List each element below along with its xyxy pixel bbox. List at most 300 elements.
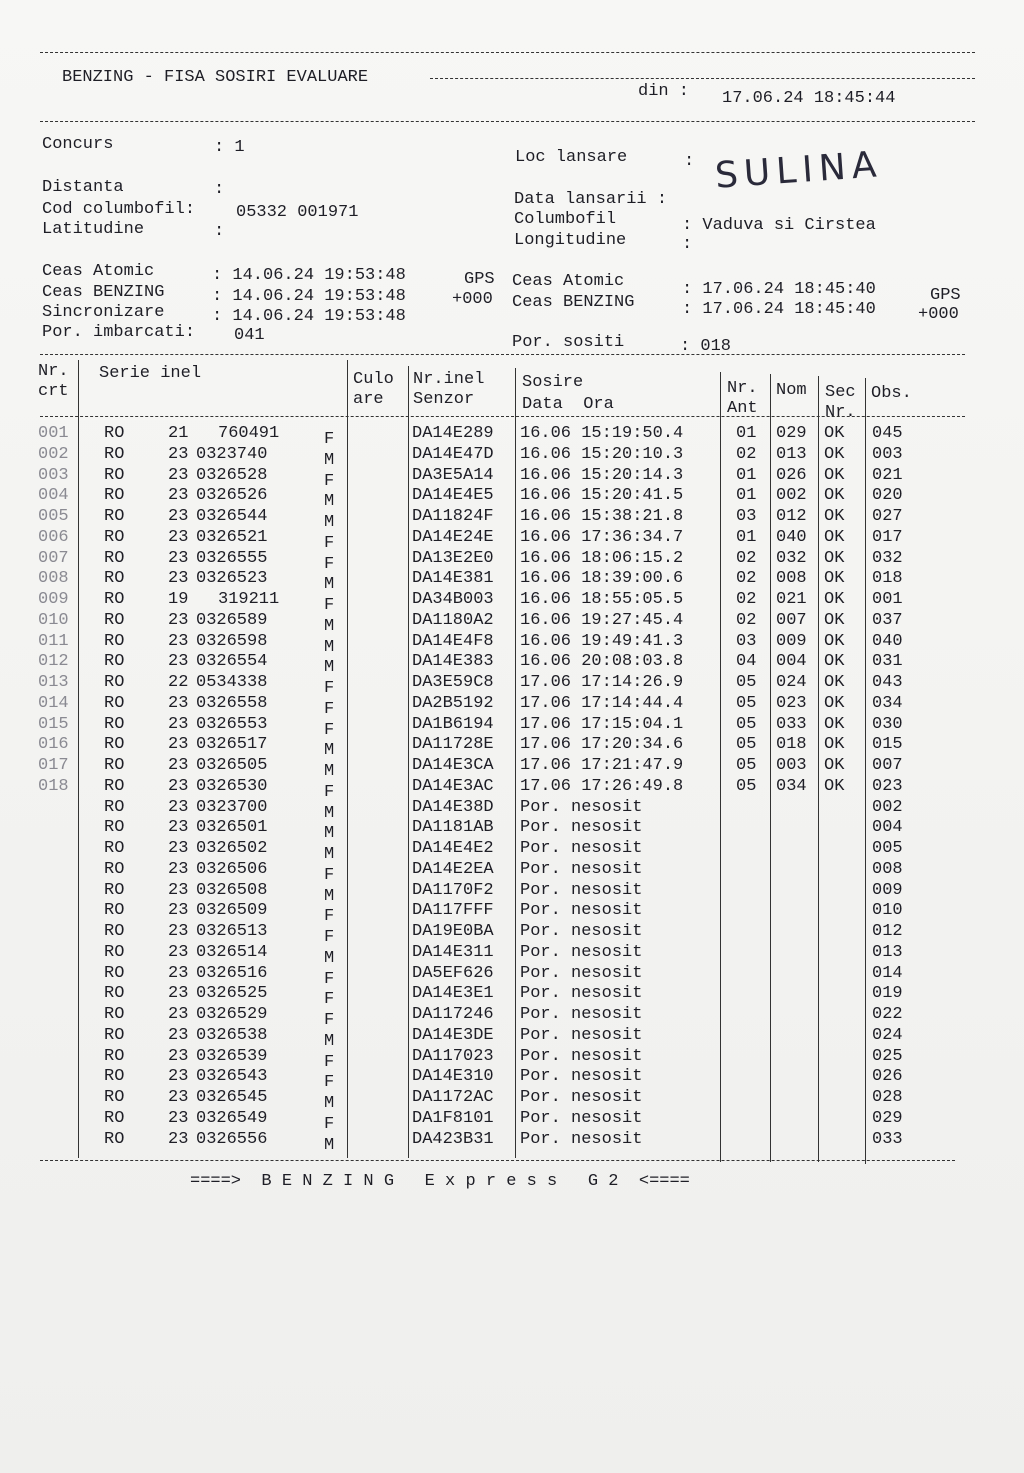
table-row bbox=[0, 839, 1024, 864]
row-obs: 022 bbox=[872, 1005, 903, 1024]
concurs-label: Concurs bbox=[42, 135, 114, 154]
row-sosire: Por. nesosit bbox=[520, 1067, 643, 1087]
col-culoare-label-1: Culo bbox=[353, 370, 394, 389]
row-nr-ant: 05 bbox=[736, 714, 757, 734]
row-an: 23 bbox=[168, 859, 189, 879]
row-inel: 0326549 bbox=[196, 1108, 268, 1128]
row-obs: 029 bbox=[872, 1108, 903, 1128]
row-sex: M bbox=[324, 803, 335, 823]
row-obs: 004 bbox=[872, 818, 903, 838]
row-inel: 0326508 bbox=[196, 880, 268, 900]
sositi-value: : 018 bbox=[680, 337, 732, 356]
row-an: 23 bbox=[168, 901, 189, 921]
row-tara: RO bbox=[104, 631, 125, 651]
row-inel: 0326539 bbox=[196, 1046, 268, 1066]
row-crt: 003 bbox=[38, 465, 69, 485]
row-sosire: 17.06 17:26:49.8 bbox=[520, 776, 684, 796]
table-row bbox=[0, 486, 1024, 512]
row-sex: M bbox=[324, 886, 335, 906]
longitudine-label: Longitudine bbox=[514, 231, 627, 250]
row-nom: 013 bbox=[776, 444, 807, 464]
columbofil-label: Columbofil bbox=[514, 210, 617, 229]
row-sex: M bbox=[324, 824, 335, 844]
row-obs: 008 bbox=[872, 859, 903, 879]
table-row bbox=[0, 1108, 1024, 1134]
row-sec: OK bbox=[824, 444, 845, 464]
row-crt: 001 bbox=[38, 424, 69, 443]
row-an: 21 bbox=[168, 424, 189, 443]
table-row bbox=[0, 901, 1024, 927]
row-obs: 023 bbox=[872, 776, 903, 796]
row-an: 23 bbox=[168, 797, 189, 817]
loc-lansare-colon: : bbox=[684, 152, 695, 171]
row-senzor: DA423B31 bbox=[412, 1129, 494, 1149]
row-nom: 009 bbox=[776, 631, 807, 651]
row-senzor: DA117246 bbox=[412, 1005, 494, 1024]
row-nom: 003 bbox=[776, 756, 807, 775]
latitudine-value: : bbox=[214, 222, 225, 241]
col-sec-label-1: Sec bbox=[825, 383, 856, 402]
row-an: 23 bbox=[168, 714, 189, 734]
longitudine-value: : bbox=[682, 235, 693, 254]
row-obs: 037 bbox=[872, 610, 903, 630]
row-an: 23 bbox=[168, 1005, 189, 1024]
row-tara: RO bbox=[104, 569, 125, 589]
row-sex: M bbox=[324, 1031, 335, 1051]
row-an: 23 bbox=[168, 1088, 189, 1107]
row-obs: 007 bbox=[872, 756, 903, 775]
row-sosire: Por. nesosit bbox=[520, 859, 643, 879]
row-crt: 007 bbox=[38, 548, 69, 568]
row-tara: RO bbox=[104, 444, 125, 464]
table-row bbox=[0, 610, 1024, 636]
row-inel: 0323740 bbox=[196, 444, 268, 464]
row-tara: RO bbox=[104, 776, 125, 796]
row-sec: OK bbox=[824, 735, 845, 755]
row-senzor: DA13E2E0 bbox=[412, 548, 494, 568]
row-obs: 001 bbox=[872, 590, 903, 609]
ceas-benzing-end-suffix: +000 bbox=[918, 305, 959, 324]
row-obs: 031 bbox=[872, 652, 903, 672]
row-nom: 029 bbox=[776, 424, 807, 443]
col-nr-inel-label-2: Senzor bbox=[413, 390, 475, 409]
row-tara: RO bbox=[104, 818, 125, 838]
row-sex: M bbox=[324, 616, 335, 636]
row-nr-ant: 05 bbox=[736, 735, 757, 755]
row-tara: RO bbox=[104, 1046, 125, 1066]
row-tara: RO bbox=[104, 735, 125, 755]
row-sex: F bbox=[324, 720, 335, 740]
row-inel: 0326598 bbox=[196, 631, 268, 651]
ceas-benzing-end-label: Ceas BENZING bbox=[512, 293, 635, 312]
row-sosire: 16.06 15:38:21.8 bbox=[520, 507, 684, 526]
row-crt: 018 bbox=[38, 776, 69, 796]
row-inel: 760491 bbox=[218, 424, 280, 443]
row-obs: 034 bbox=[872, 693, 903, 713]
row-tara: RO bbox=[104, 1025, 125, 1045]
ceas-atomic-end-suffix: GPS bbox=[930, 286, 961, 305]
row-sex: F bbox=[324, 782, 335, 802]
row-inel: 0326553 bbox=[196, 714, 268, 734]
row-an: 23 bbox=[168, 631, 189, 651]
row-sex: F bbox=[324, 1011, 335, 1030]
row-sosire: Por. nesosit bbox=[520, 1108, 643, 1128]
sositi-label: Por. sositi bbox=[512, 333, 625, 352]
row-inel: 0326513 bbox=[196, 922, 268, 941]
row-crt: 010 bbox=[38, 610, 69, 630]
table-row bbox=[0, 963, 1024, 989]
row-obs: 025 bbox=[872, 1046, 903, 1066]
row-sex: M bbox=[324, 948, 335, 968]
row-obs: 015 bbox=[872, 735, 903, 755]
row-inel: 0326506 bbox=[196, 859, 268, 879]
sincronizare-label: Sincronizare bbox=[42, 303, 165, 322]
row-senzor: DA1B6194 bbox=[412, 714, 494, 734]
table-row bbox=[0, 714, 1024, 740]
loc-lansare-handwritten: SULINA bbox=[713, 144, 884, 197]
row-an: 23 bbox=[168, 984, 189, 1004]
row-obs: 002 bbox=[872, 797, 903, 817]
imbarcati-value: 041 bbox=[234, 326, 265, 345]
row-sec: OK bbox=[824, 486, 845, 506]
table-row bbox=[0, 424, 1024, 449]
row-obs: 032 bbox=[872, 548, 903, 568]
row-inel: 0326517 bbox=[196, 735, 268, 755]
row-senzor: DA1181AB bbox=[412, 818, 494, 838]
row-sec: OK bbox=[824, 756, 845, 775]
row-nr-ant: 02 bbox=[736, 569, 757, 589]
table-row bbox=[0, 756, 1024, 781]
row-senzor: DA14E310 bbox=[412, 1067, 494, 1087]
table-row bbox=[0, 880, 1024, 906]
row-sosire: 16.06 15:20:41.5 bbox=[520, 486, 684, 506]
row-sex: F bbox=[324, 554, 335, 574]
row-sosire: 16.06 20:08:03.8 bbox=[520, 652, 684, 672]
row-crt: 016 bbox=[38, 735, 69, 755]
row-obs: 033 bbox=[872, 1129, 903, 1149]
row-sosire: 16.06 19:27:45.4 bbox=[520, 610, 684, 630]
row-an: 23 bbox=[168, 839, 189, 858]
row-nom: 007 bbox=[776, 610, 807, 630]
table-row bbox=[0, 465, 1024, 491]
row-sec: OK bbox=[824, 590, 845, 609]
row-tara: RO bbox=[104, 963, 125, 983]
row-sosire: Por. nesosit bbox=[520, 963, 643, 983]
row-senzor: DA14E383 bbox=[412, 652, 494, 672]
row-senzor: DA11728E bbox=[412, 735, 494, 755]
row-sosire: 16.06 18:39:00.6 bbox=[520, 569, 684, 589]
report-title: BENZING - FISA SOSIRI EVALUARE bbox=[62, 68, 369, 87]
row-tara: RO bbox=[104, 1067, 125, 1087]
row-an: 23 bbox=[168, 922, 189, 941]
row-an: 23 bbox=[168, 486, 189, 506]
row-sex: F bbox=[324, 1052, 335, 1072]
row-sec: OK bbox=[824, 507, 845, 526]
row-senzor: DA1172AC bbox=[412, 1088, 494, 1107]
row-obs: 024 bbox=[872, 1025, 903, 1045]
row-inel: 0326528 bbox=[196, 465, 268, 485]
row-sec: OK bbox=[824, 527, 845, 547]
sincronizare-value: : 14.06.24 19:53:48 bbox=[212, 307, 406, 326]
row-crt: 014 bbox=[38, 693, 69, 713]
table-row bbox=[0, 942, 1024, 968]
row-senzor: DA1180A2 bbox=[412, 610, 494, 630]
latitudine-label: Latitudine bbox=[42, 220, 145, 239]
row-sosire: 16.06 17:36:34.7 bbox=[520, 527, 684, 547]
table-row bbox=[0, 859, 1024, 885]
row-tara: RO bbox=[104, 424, 125, 443]
row-inel: 0326529 bbox=[196, 1005, 268, 1024]
row-sec: OK bbox=[824, 631, 845, 651]
table-row bbox=[0, 444, 1024, 470]
row-tara: RO bbox=[104, 693, 125, 713]
table-row bbox=[0, 527, 1024, 553]
row-an: 23 bbox=[168, 818, 189, 838]
row-sex: M bbox=[324, 575, 335, 595]
data-lansarii-label: Data lansarii : bbox=[514, 190, 668, 209]
row-sosire: Por. nesosit bbox=[520, 1088, 643, 1107]
row-inel: 0326516 bbox=[196, 963, 268, 983]
table-row bbox=[0, 548, 1024, 574]
row-sosire: Por. nesosit bbox=[520, 942, 643, 962]
header-bottom-rule bbox=[430, 78, 975, 79]
col-nom-label: Nom bbox=[776, 381, 807, 400]
row-obs: 014 bbox=[872, 963, 903, 983]
row-senzor: DA19E0BA bbox=[412, 922, 494, 941]
row-inel: 0326538 bbox=[196, 1025, 268, 1045]
row-inel: 0326589 bbox=[196, 610, 268, 630]
row-inel: 0326545 bbox=[196, 1088, 268, 1107]
distanta-label: Distanta bbox=[42, 178, 124, 197]
row-tara: RO bbox=[104, 880, 125, 900]
row-obs: 012 bbox=[872, 922, 903, 941]
row-senzor: DA14E311 bbox=[412, 942, 494, 962]
ceas-atomic-start-label: Ceas Atomic bbox=[42, 262, 155, 281]
row-nr-ant: 03 bbox=[736, 631, 757, 651]
row-sosire: Por. nesosit bbox=[520, 880, 643, 900]
row-obs: 003 bbox=[872, 444, 903, 464]
col-culoare-label-2: are bbox=[353, 390, 384, 409]
row-an: 23 bbox=[168, 1067, 189, 1087]
row-obs: 027 bbox=[872, 507, 903, 526]
table-row bbox=[0, 673, 1024, 698]
row-sec: OK bbox=[824, 714, 845, 734]
row-sosire: 16.06 15:20:10.3 bbox=[520, 444, 684, 464]
row-sosire: 16.06 18:55:05.5 bbox=[520, 590, 684, 609]
row-sosire: Por. nesosit bbox=[520, 797, 643, 817]
row-senzor: DA11824F bbox=[412, 507, 494, 526]
row-nom: 033 bbox=[776, 714, 807, 734]
row-sec: OK bbox=[824, 693, 845, 713]
row-sex: M bbox=[324, 1135, 335, 1155]
row-sex: F bbox=[324, 928, 335, 947]
row-tara: RO bbox=[104, 901, 125, 921]
row-an: 23 bbox=[168, 963, 189, 983]
table-row bbox=[0, 652, 1024, 678]
row-sec: OK bbox=[824, 673, 845, 692]
ceas-benzing-end-value: : 17.06.24 18:45:40 bbox=[682, 300, 876, 319]
row-sex: F bbox=[324, 990, 335, 1010]
table-row bbox=[0, 818, 1024, 844]
row-tara: RO bbox=[104, 1129, 125, 1149]
row-inel: 0326514 bbox=[196, 942, 268, 962]
row-senzor: DA1170F2 bbox=[412, 880, 494, 900]
row-obs: 010 bbox=[872, 901, 903, 921]
row-tara: RO bbox=[104, 797, 125, 817]
row-senzor: DA117023 bbox=[412, 1046, 494, 1066]
row-sex: F bbox=[324, 907, 335, 927]
row-sex: F bbox=[324, 1073, 335, 1093]
row-inel: 0326556 bbox=[196, 1129, 268, 1149]
row-an: 23 bbox=[168, 444, 189, 464]
row-obs: 021 bbox=[872, 465, 903, 485]
row-sosire: Por. nesosit bbox=[520, 839, 643, 858]
row-tara: RO bbox=[104, 1005, 125, 1024]
row-sosire: Por. nesosit bbox=[520, 1025, 643, 1045]
row-tara: RO bbox=[104, 527, 125, 547]
row-sex: F bbox=[324, 865, 335, 885]
col-obs-label: Obs. bbox=[871, 384, 912, 403]
row-obs: 005 bbox=[872, 839, 903, 858]
row-inel: 319211 bbox=[218, 590, 280, 609]
row-senzor: DA2B5192 bbox=[412, 693, 494, 713]
row-sex: M bbox=[324, 492, 335, 512]
table-row bbox=[0, 1005, 1024, 1030]
row-nr-ant: 02 bbox=[736, 610, 757, 630]
row-an: 23 bbox=[168, 693, 189, 713]
row-tara: RO bbox=[104, 590, 125, 609]
ceas-benzing-start-suffix: +000 bbox=[452, 290, 493, 309]
row-nr-ant: 01 bbox=[736, 465, 757, 485]
row-nr-ant: 05 bbox=[736, 673, 757, 692]
ceas-atomic-start-suffix: GPS bbox=[464, 270, 495, 289]
table-row bbox=[0, 776, 1024, 802]
row-inel: 0326502 bbox=[196, 839, 268, 858]
table-row bbox=[0, 922, 1024, 947]
row-sosire: 16.06 18:06:15.2 bbox=[520, 548, 684, 568]
row-tara: RO bbox=[104, 942, 125, 962]
row-sec: OK bbox=[824, 465, 845, 485]
row-nr-ant: 01 bbox=[736, 527, 757, 547]
columbofil-value: : Vaduva si Cirstea bbox=[682, 216, 876, 235]
table-row bbox=[0, 1129, 1024, 1155]
col-sosire-label-2: Data Ora bbox=[522, 395, 614, 414]
row-sosire: 17.06 17:21:47.9 bbox=[520, 756, 684, 775]
col-serie-inel-label: Serie inel bbox=[99, 364, 202, 383]
row-sex: M bbox=[324, 845, 335, 864]
row-nom: 034 bbox=[776, 776, 807, 796]
row-nr-ant: 05 bbox=[736, 776, 757, 796]
row-an: 23 bbox=[168, 756, 189, 775]
row-an: 23 bbox=[168, 610, 189, 630]
row-an: 23 bbox=[168, 776, 189, 796]
row-sex: F bbox=[324, 1114, 335, 1134]
row-obs: 040 bbox=[872, 631, 903, 651]
table-row bbox=[0, 631, 1024, 657]
row-an: 23 bbox=[168, 1129, 189, 1149]
row-obs: 020 bbox=[872, 486, 903, 506]
row-tara: RO bbox=[104, 673, 125, 692]
footer-brand: ====> B E N Z I N G E x p r e s s G 2 <==== bbox=[190, 1172, 690, 1191]
row-tara: RO bbox=[104, 756, 125, 775]
table-row bbox=[0, 735, 1024, 761]
row-senzor: DA117FFF bbox=[412, 901, 494, 921]
row-nr-ant: 02 bbox=[736, 548, 757, 568]
row-sec: OK bbox=[824, 424, 845, 443]
row-nr-ant: 03 bbox=[736, 507, 757, 526]
row-sex: F bbox=[324, 471, 335, 491]
row-an: 23 bbox=[168, 1108, 189, 1128]
row-obs: 043 bbox=[872, 673, 903, 692]
row-inel: 0326526 bbox=[196, 486, 268, 506]
row-an: 22 bbox=[168, 673, 189, 692]
row-an: 23 bbox=[168, 1025, 189, 1045]
row-senzor: DA3E5A14 bbox=[412, 465, 494, 485]
row-nom: 004 bbox=[776, 652, 807, 672]
row-tara: RO bbox=[104, 465, 125, 485]
row-nom: 023 bbox=[776, 693, 807, 713]
row-senzor: DA3E59C8 bbox=[412, 673, 494, 692]
row-tara: RO bbox=[104, 610, 125, 630]
row-nom: 008 bbox=[776, 569, 807, 589]
row-sex: F bbox=[324, 969, 335, 989]
row-senzor: DA14E3DE bbox=[412, 1025, 494, 1045]
table-row bbox=[0, 590, 1024, 615]
row-crt: 012 bbox=[38, 652, 69, 672]
ceas-atomic-start-value: : 14.06.24 19:53:48 bbox=[212, 266, 406, 285]
col-nr-crt-label-1: Nr. bbox=[38, 362, 69, 381]
row-inel: 0326509 bbox=[196, 901, 268, 921]
row-tara: RO bbox=[104, 714, 125, 734]
row-obs: 045 bbox=[872, 424, 903, 443]
table-bottom-rule bbox=[40, 1160, 955, 1161]
col-nr-ant-label-1: Nr. bbox=[727, 379, 758, 398]
row-nom: 032 bbox=[776, 548, 807, 568]
row-sex: M bbox=[324, 762, 335, 781]
table-row bbox=[0, 1025, 1024, 1051]
row-senzor: DA14E4F8 bbox=[412, 631, 494, 651]
report-date-value: 17.06.24 18:45:44 bbox=[722, 89, 896, 108]
row-nom: 012 bbox=[776, 507, 807, 526]
col-nr-crt-label-2: crt bbox=[38, 382, 69, 401]
row-tara: RO bbox=[104, 548, 125, 568]
row-sosire: Por. nesosit bbox=[520, 818, 643, 838]
row-crt: 009 bbox=[38, 590, 69, 609]
row-senzor: DA14E24E bbox=[412, 527, 494, 547]
cod-columbofil-value: 05332 001971 bbox=[236, 203, 359, 222]
row-an: 23 bbox=[168, 880, 189, 900]
row-an: 23 bbox=[168, 735, 189, 755]
report-date-label: din : bbox=[638, 82, 690, 101]
row-tara: RO bbox=[104, 922, 125, 941]
table-row bbox=[0, 693, 1024, 719]
row-sex: M bbox=[324, 450, 335, 470]
row-inel: 0326523 bbox=[196, 569, 268, 589]
table-row bbox=[0, 1046, 1024, 1072]
row-sosire: 16.06 15:19:50.4 bbox=[520, 424, 684, 443]
header-bottom-rule-2 bbox=[40, 121, 975, 122]
row-nom: 018 bbox=[776, 735, 807, 755]
row-tara: RO bbox=[104, 839, 125, 858]
row-obs: 017 bbox=[872, 527, 903, 547]
imbarcati-label: Por. imbarcati: bbox=[42, 323, 196, 342]
cod-columbofil-label: Cod columbofil: bbox=[42, 200, 196, 219]
col-sosire-label-1: Sosire bbox=[522, 373, 584, 392]
row-sosire: 16.06 19:49:41.3 bbox=[520, 631, 684, 651]
row-sex: F bbox=[324, 679, 335, 698]
row-sosire: Por. nesosit bbox=[520, 1129, 643, 1149]
row-nr-ant: 02 bbox=[736, 590, 757, 609]
